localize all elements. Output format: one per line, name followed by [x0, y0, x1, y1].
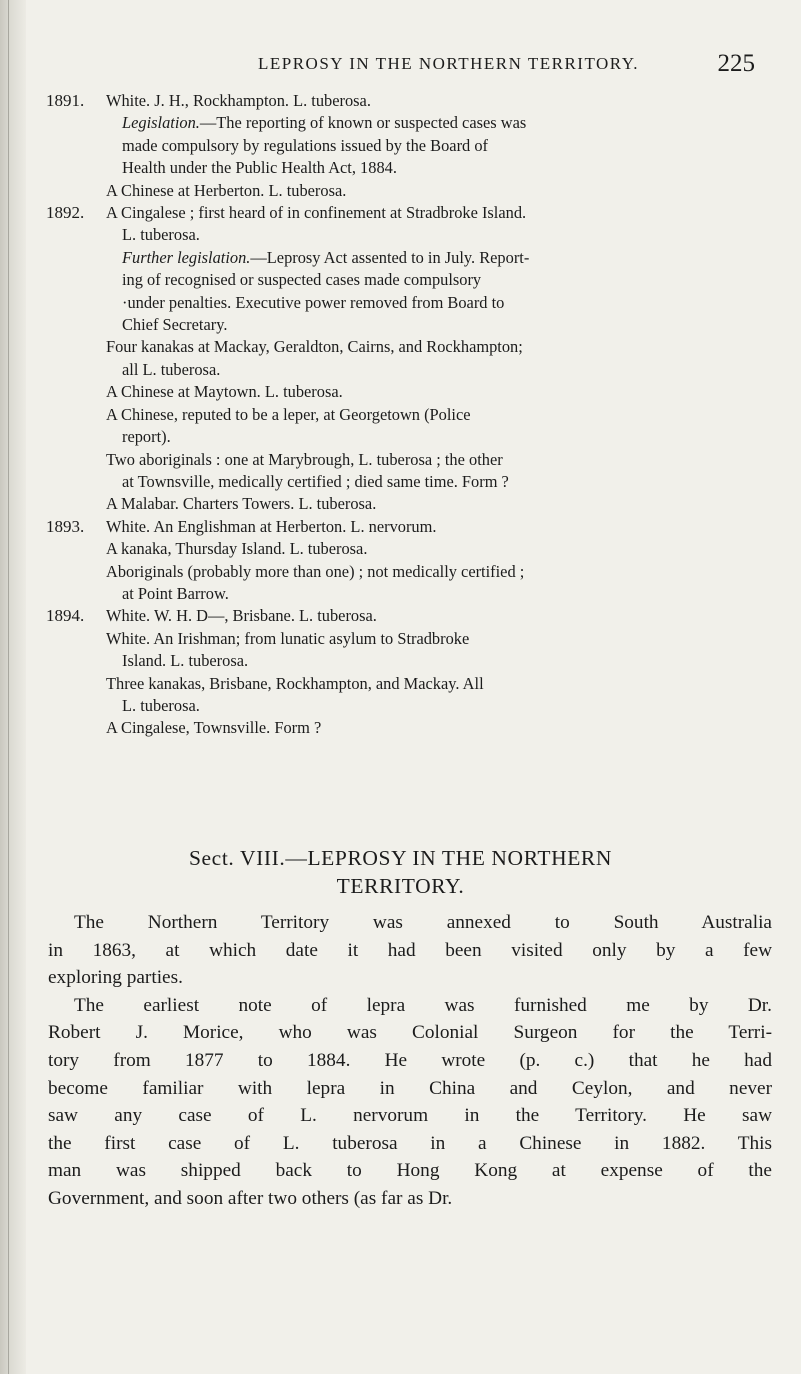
- entry-line: [106, 224, 770, 246]
- entry-text: L. tuberosa.: [122, 225, 200, 245]
- entry-line: [106, 314, 770, 336]
- entry-text: A Chinese at Herberton. L. tuberosa.: [106, 180, 347, 200]
- entry-line: [106, 561, 770, 583]
- chronology-list: [46, 90, 770, 740]
- entry-text: ing of recognised or suspected cases made compulsory: [122, 270, 482, 290]
- entry-text: White. W. H. D—, Brisbane. L. tuberosa.: [106, 606, 377, 626]
- paragraph-line: tory from 1877 to 1884. He wrote (p. c.) that he had: [48, 1049, 772, 1071]
- entry-line: [106, 336, 770, 358]
- entry-text: at Point Barrow.: [122, 583, 229, 603]
- entry-line: [106, 90, 770, 112]
- entry-line: [106, 650, 770, 672]
- entry-text: White. J. H., Rockhampton. L. tuberosa.: [106, 91, 371, 110]
- entry-text: White. An Irishman; from lunatic asylum to Stradbroke: [106, 628, 470, 648]
- entry-text: report).: [122, 427, 171, 447]
- entry-line: [106, 180, 770, 202]
- entry-line: [106, 157, 770, 179]
- entry-text: —Leprosy Act assented to in July. Report-: [250, 247, 530, 267]
- year-entry: [46, 516, 770, 606]
- entry-text: ·under penalties. Executive power removed from Board to: [122, 292, 505, 312]
- entry-line: [106, 404, 770, 426]
- entry-text: A kanaka, Thursday Island. L. tuberosa.: [106, 539, 368, 559]
- entry-line: [106, 381, 770, 403]
- binding-line: [8, 0, 9, 1374]
- entry-text: Two aboriginals : one at Marybrough, L. tuberosa ; the other: [106, 449, 503, 469]
- entry-year: 1891.: [46, 91, 85, 110]
- entry-text: A Malabar. Charters Towers. L. tuberosa.: [106, 494, 377, 514]
- entry-line: [106, 135, 770, 157]
- entry-text: A Chinese, reputed to be a leper, at Georgetown (Police: [106, 404, 471, 424]
- entry-text: made compulsory by regulations issued by the Board of: [122, 135, 488, 155]
- section-heading-line-1: Sect. VIII.—LEPROSY IN THE NORTHERN: [188, 846, 612, 870]
- paragraph-line: in 1863, at which date it had been visited only by a few: [48, 939, 772, 961]
- entry-line: [106, 359, 770, 381]
- paragraph-line: saw any case of L. nervorum in the Territory. He saw: [48, 1105, 772, 1127]
- entry-line: [106, 202, 770, 224]
- section-heading: [0, 844, 801, 900]
- entry-text: all L. tuberosa.: [122, 359, 221, 379]
- entry-line: [106, 292, 770, 314]
- entry-text: at Townsville, medically certified ; died same time. Form ?: [122, 471, 509, 491]
- entry-line: [106, 516, 770, 538]
- paragraph-line: exploring parties.: [48, 967, 183, 989]
- entry-text: White. An Englishman at Herberton. L. nervorum.: [106, 516, 437, 536]
- entry-text: Health under the Public Health Act, 1884.: [122, 158, 397, 178]
- year-entry: [46, 90, 770, 202]
- entry-year: 1893.: [46, 516, 85, 536]
- paragraph-line: man was shipped back to Hong Kong at expense of the: [48, 1160, 772, 1182]
- entry-text: Four kanakas at Mackay, Geraldton, Cairns, and Rockhampton;: [106, 337, 523, 357]
- paragraph-line: Robert J. Morice, who was Colonial Surgeon for the Terri-: [48, 1022, 772, 1044]
- paragraph: [48, 992, 772, 1213]
- entry-text: A Chinese at Maytown. L. tuberosa.: [106, 382, 343, 402]
- paragraph-line: The Northern Territory was annexed to South Australia: [74, 912, 772, 933]
- page-number: 225: [717, 50, 755, 77]
- entry-line: [106, 449, 770, 471]
- entry-line: [106, 717, 770, 739]
- entry-year: 1894.: [46, 606, 85, 626]
- year-entry: [46, 605, 770, 739]
- entry-text: Island. L. tuberosa.: [122, 651, 249, 671]
- section-heading-line-2: TERRITORY.: [336, 874, 465, 898]
- paragraph-line: Government, and soon after two others (as far as Dr.: [48, 1187, 453, 1209]
- year-entry: [46, 202, 770, 516]
- paragraph-line: become familiar with lepra in China and Ceylon, and never: [48, 1077, 772, 1099]
- entry-text: —The reporting of known or suspected cases was: [199, 113, 527, 133]
- entry-line: [106, 493, 770, 515]
- entry-label: Legislation.: [122, 113, 200, 133]
- entry-text: A Cingalese ; first heard of in confinement at Stradbroke Island.: [106, 203, 527, 223]
- entry-text: Chief Secretary.: [122, 315, 228, 335]
- entry-line: [106, 695, 770, 717]
- paragraph-line: The earliest note of lepra was furnished me by Dr.: [74, 994, 772, 1016]
- entry-year: 1892.: [46, 203, 85, 223]
- entry-text: Aboriginals (probably more than one) ; not medically certified ;: [106, 561, 525, 581]
- entry-line: [106, 269, 770, 291]
- paragraph-line: the first case of L. tuberosa in a Chinese in 1882. This: [48, 1132, 772, 1154]
- entry-text: L. tuberosa.: [122, 695, 200, 715]
- body-text: [48, 909, 772, 1213]
- page-binding-edge: [0, 0, 26, 1374]
- entry-line: [106, 426, 770, 448]
- running-head: [0, 50, 801, 84]
- entry-text: Three kanakas, Brisbane, Rockhampton, and Mackay. All: [106, 673, 484, 693]
- entry-line: [106, 538, 770, 560]
- entry-label: Further legislation.: [122, 247, 251, 267]
- entry-line: [106, 628, 770, 650]
- paragraph: [48, 909, 772, 992]
- entry-line: [106, 673, 770, 695]
- entry-text: A Cingalese, Townsville. Form ?: [106, 718, 322, 738]
- entry-line: [106, 605, 770, 627]
- running-title: LEPROSY IN THE NORTHERN TERRITORY.: [258, 54, 640, 73]
- entry-line: [106, 112, 770, 134]
- entry-line: [106, 583, 770, 605]
- entry-line: [106, 247, 770, 269]
- entry-line: [106, 471, 770, 493]
